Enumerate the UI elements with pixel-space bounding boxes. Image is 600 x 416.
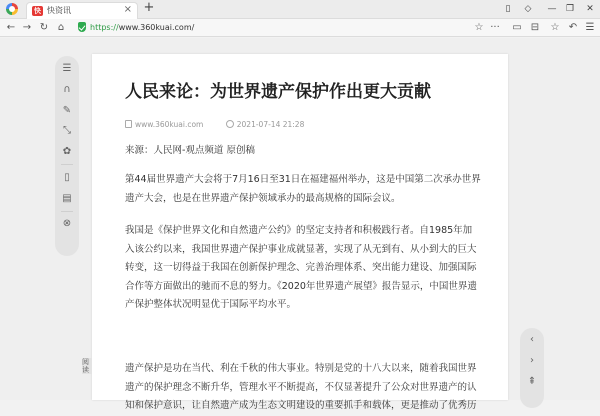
back-button[interactable]: ←	[6, 22, 16, 33]
tab-close-icon[interactable]: ×	[123, 4, 132, 15]
new-tab-button[interactable]: +	[143, 0, 155, 15]
nav-toolbar	[0, 19, 600, 37]
article-paragraph: 第44届世界遗产大会将于7月16日至31日在福建福州举办，这是中国第二次承办世界遗产大会，也是在世界遗产保护领域承办的最高规格的国际会议。	[125, 174, 481, 204]
window-menu-icon[interactable]: ▯	[505, 4, 511, 14]
url-text[interactable]: https://www.360kuai.com/	[90, 23, 195, 32]
undo-close-icon[interactable]: ↶	[568, 22, 578, 33]
article-paragraph: 遗产保护是功在当代、利在千秋的伟大事业。特别是党的十八大以来，随着我国世界遗产的保护理念不断升华，管理水平不断提高，不仅显著提升了公众对世界遗产的认知和保护意识，让自然遗产成为生态文明建设的重要抓手和载体，更是推动了优秀历	[125, 363, 477, 411]
page-nav-toolbar	[520, 328, 544, 408]
home-button[interactable]: ⌂	[57, 22, 65, 33]
article-date: 2021-07-14 21:28	[236, 120, 305, 129]
phone-icon[interactable]: ▯	[64, 172, 70, 183]
document-icon	[125, 120, 132, 128]
exit-reader-icon[interactable]: ⊗	[62, 218, 72, 229]
reader-toolbar	[55, 56, 79, 256]
more-options-icon[interactable]: ···	[490, 22, 500, 33]
skin-icon[interactable]: ◇	[524, 4, 532, 14]
close-window-button[interactable]: ✕	[586, 4, 594, 14]
menu-icon[interactable]: ☰	[585, 22, 595, 33]
toolbar-divider	[61, 211, 73, 212]
back-to-top-icon[interactable]: ⇞	[527, 376, 537, 387]
maximize-button[interactable]: ❐	[565, 4, 575, 14]
browser-logo-icon[interactable]	[6, 3, 18, 15]
reader-mode-icon[interactable]: ▭	[512, 22, 522, 33]
article-site: www.360kuai.com	[135, 120, 204, 129]
sidebar-icon[interactable]: ⊟	[530, 22, 540, 33]
address-bar[interactable]	[76, 21, 488, 35]
bookmark-star-icon[interactable]: ☆	[474, 22, 484, 33]
favorites-icon[interactable]: ☆	[550, 22, 560, 33]
listen-icon[interactable]: ∩	[63, 84, 71, 95]
article-title: 人民来论：为世界遗产保护作出更大贡献	[125, 82, 431, 102]
title-bar	[0, 0, 600, 19]
reload-button[interactable]: ↻	[39, 22, 49, 33]
minimize-button[interactable]: —	[547, 4, 557, 14]
tab-title: 快资讯	[47, 6, 71, 15]
article-paragraph: 我国是《保护世界文化和自然遗产公约》的坚定支持者和积极践行者。自1985年加入该公约以来，我国世界遗产保护事业成就显著，实现了从无到有、从小到大的巨大转变，这一切得益于我国在创新保护理念、完善治理体系、突出能力建设、加强国际合作等方面做出的驰而不息的努力。《2020年世界遗产展望》报告显示，中国世界遗产保护整体状况明显优于国际平均水平。	[125, 225, 477, 310]
prev-page-icon[interactable]: ‹	[530, 334, 534, 345]
clock-icon	[226, 120, 234, 128]
article-page	[92, 54, 508, 411]
tab-kuaizixun[interactable]	[26, 2, 138, 19]
settings-icon[interactable]: ✿	[62, 146, 72, 157]
article-source: 来源：人民网-观点频道 原创稿	[125, 145, 255, 156]
reading-mode-label[interactable]: 阅读	[82, 358, 92, 374]
article-meta	[125, 120, 324, 129]
forward-button[interactable]: →	[22, 22, 32, 33]
save-icon[interactable]: ▤	[62, 193, 72, 204]
page-viewport	[0, 38, 600, 411]
edit-icon[interactable]: ✎	[62, 105, 72, 116]
tab-favicon-icon: 快	[34, 7, 41, 15]
toolbar-divider	[61, 164, 73, 165]
secure-shield-icon	[78, 22, 86, 32]
next-page-icon[interactable]: ›	[530, 355, 534, 366]
contents-icon[interactable]: ☰	[62, 63, 72, 74]
fullscreen-icon[interactable]: ⤡	[63, 125, 71, 136]
